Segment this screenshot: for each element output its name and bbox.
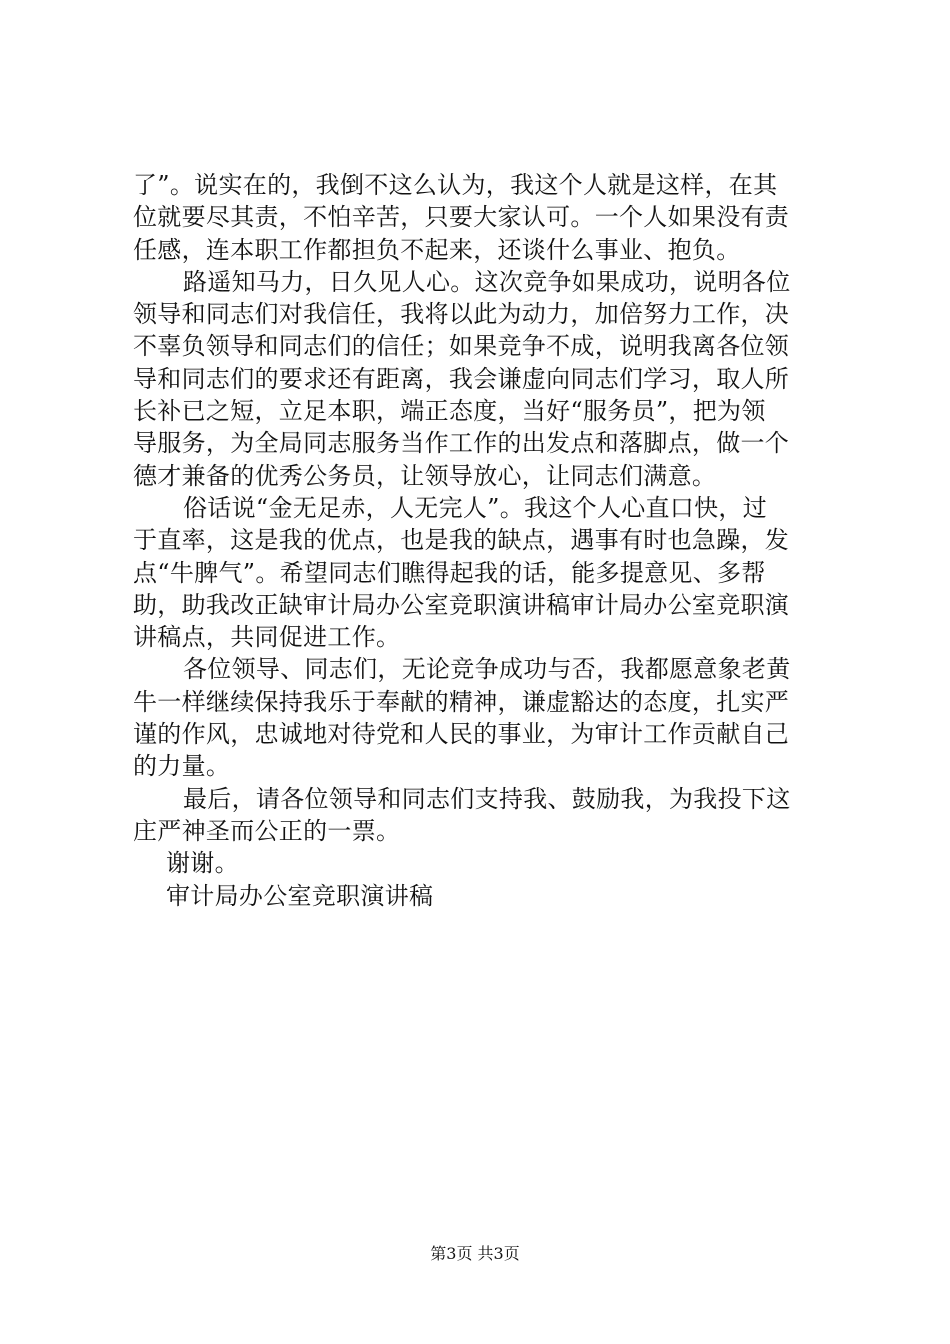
- text-line: 讲稿点，共同促进工作。: [133, 623, 401, 652]
- text-line: 了”。说实在的，我倒不这么认为，我这个人就是这样，在其: [133, 171, 778, 199]
- paragraph-start-line: 路遥知马力，日久见人心。这次竞争如果成功，说明各位: [183, 267, 791, 296]
- text-line: 导和同志们的要求还有距离，我会谦虚向同志们学习，取人所: [133, 364, 790, 393]
- text-line: 领导和同志们对我信任，我将以此为动力，加倍努力工作，决: [133, 300, 790, 329]
- text-line: 牛一样继续保持我乐于奉献的精神，谦虚豁达的态度，扎实严: [133, 687, 790, 716]
- text-line: 任感，连本职工作都担负不起来，还谈什么事业、抱负。: [133, 235, 741, 264]
- text-line: 助，助我改正缺审计局办公室竞职演讲稿审计局办公室竞职演: [133, 590, 790, 619]
- paragraph-start-line: 各位领导、同志们，无论竞争成功与否，我都愿意象老黄: [183, 655, 791, 684]
- closing-line: 谢谢。: [166, 849, 239, 878]
- text-line: 德才兼备的优秀公务员，让领导放心，让同志们满意。: [133, 461, 717, 490]
- document-body: [133, 169, 833, 912]
- paragraph-start-line: 最后，请各位领导和同志们支持我、鼓励我，为我投下这: [183, 784, 791, 813]
- text-line: 谨的作风，忠诚地对待党和人民的事业，为审计工作贡献自己: [133, 720, 790, 749]
- page-number-footer: 第3页 共3页: [430, 1244, 520, 1263]
- text-line: 于直率，这是我的优点，也是我的缺点，遇事有时也急躁，发: [133, 526, 790, 555]
- text-line: 导服务，为全局同志服务当作工作的出发点和落脚点，做一个: [133, 429, 790, 458]
- document-title-line: 审计局办公室竞职演讲稿: [166, 881, 434, 910]
- text-line: 庄严神圣而公正的一票。: [133, 816, 401, 845]
- text-line: 长补已之短，立足本职，端正态度，当好“服务员”，把为领: [133, 397, 766, 426]
- text-line: 点“牛脾气”。希望同志们瞧得起我的话，能多提意见、多帮: [133, 558, 766, 587]
- text-line: 位就要尽其责，不怕辛苦，只要大家认可。一个人如果没有责: [133, 203, 790, 232]
- text-line: 的力量。: [133, 752, 231, 781]
- text-line: 不辜负领导和同志们的信任；如果竞争不成，说明我离各位领: [133, 332, 790, 361]
- paragraph-start-line: 俗话说“金无足赤，人无完人”。我这个人心直口快，过: [183, 493, 768, 522]
